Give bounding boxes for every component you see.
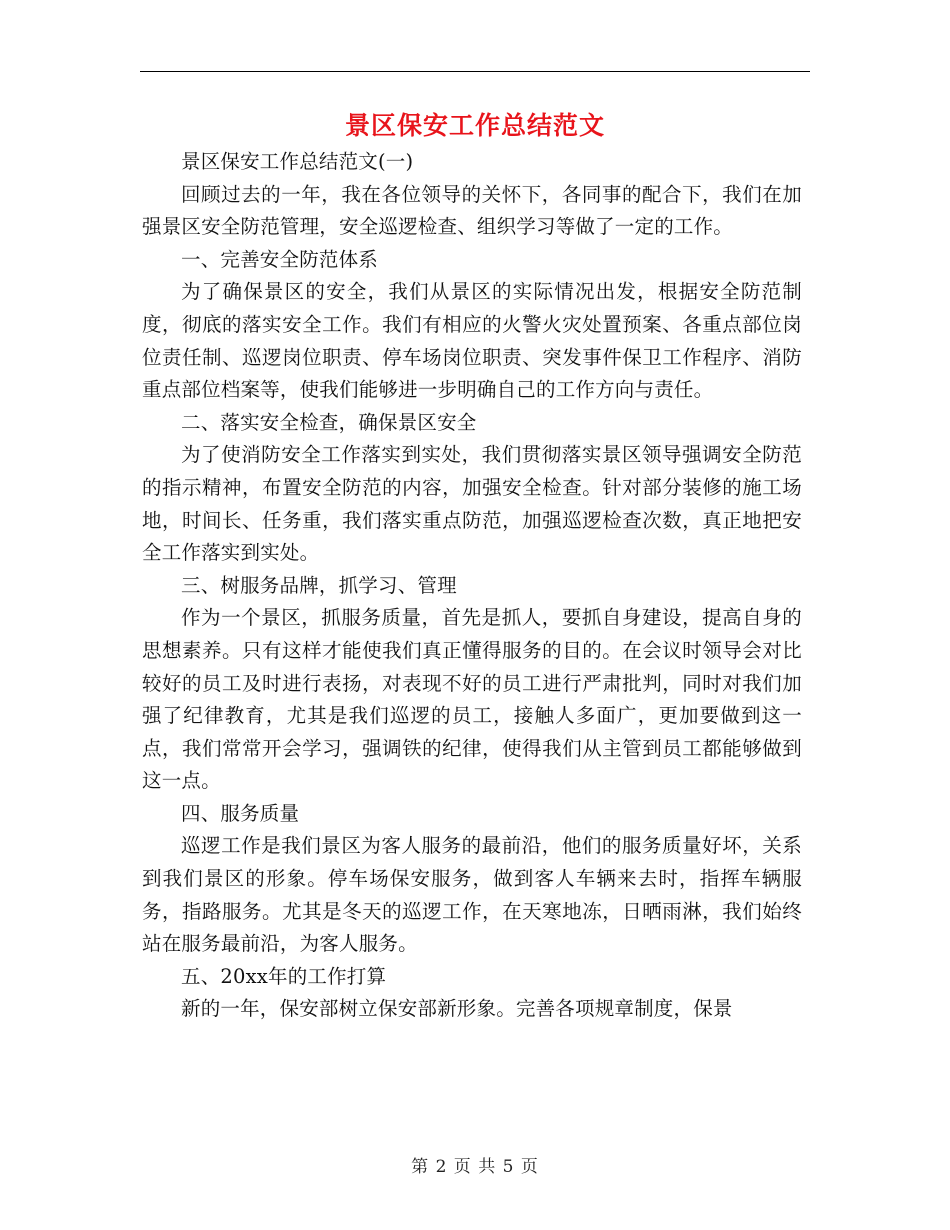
section-heading-5: 五、20xx年的工作打算 xyxy=(181,964,387,988)
paragraph-intro: 回顾过去的一年，我在各位领导的关怀下，各同事的配合下，我们在加强景区安全防范管理，安全巡逻检查、组织学习等做了一定的工作。 xyxy=(142,182,802,239)
page-footer: 第 2 页 共 5 页 xyxy=(411,1157,539,1177)
paragraph-section-5: 新的一年，保安部树立保安部新形象。完善各项规章制度，保景 xyxy=(181,997,733,1021)
paragraph-section-2: 为了使消防安全工作落实到实处，我们贯彻落实景区领导强调安全防范的指示精神，布置安全防范的内容，加强安全检查。针对部分装修的施工场地，时间长、任务重，我们落实重点防范，加强巡逻检查次数，真正地把安全工作落实到实处。 xyxy=(142,443,802,565)
paragraph-subtitle: 景区保安工作总结范文(一) xyxy=(181,150,414,173)
paragraph-section-3: 作为一个景区，抓服务质量，首先是抓人，要抓自身建设，提高自身的思想素养。只有这样才能使我们真正懂得服务的目的。在会议时领导会对比较好的员工及时进行表扬，对表现不好的员工进行严肃批判，同时对我们加强了纪律教育，尤其是我们巡逻的员工，接触人多面广，更加要做到这一点，我们常常开会学习，强调铁的纪律，使得我们从主管到员工都能够做到这一点。 xyxy=(142,606,802,793)
document-title: 景区保安工作总结范文 xyxy=(344,111,605,140)
section-heading-2: 二、落实安全检查，确保景区安全 xyxy=(181,410,477,434)
document-body xyxy=(142,146,802,1026)
header-rule xyxy=(140,71,810,72)
section-heading-1: 一、完善安全防范体系 xyxy=(181,247,379,271)
paragraph-section-4: 巡逻工作是我们景区为客人服务的最前沿，他们的服务质量好坏，关系到我们景区的形象。停车场保安服务，做到客人车辆来去时，指挥车辆服务，指路服务。尤其是冬天的巡逻工作，在天寒地冻，日晒雨淋，我们始终站在服务最前沿，为客人服务。 xyxy=(142,834,802,956)
paragraph-section-1: 为了确保景区的安全，我们从景区的实际情况出发，根据安全防范制度，彻底的落实安全工作。我们有相应的火警火灾处置预案、各重点部位岗位责任制、巡逻岗位职责、停车场岗位职责、突发事件保卫工作程序、消防重点部位档案等，使我们能够进一步明确自己的工作方向与责任。 xyxy=(142,280,802,402)
section-heading-3: 三、树服务品牌，抓学习、管理 xyxy=(181,573,457,597)
section-heading-4: 四、服务质量 xyxy=(181,801,300,825)
